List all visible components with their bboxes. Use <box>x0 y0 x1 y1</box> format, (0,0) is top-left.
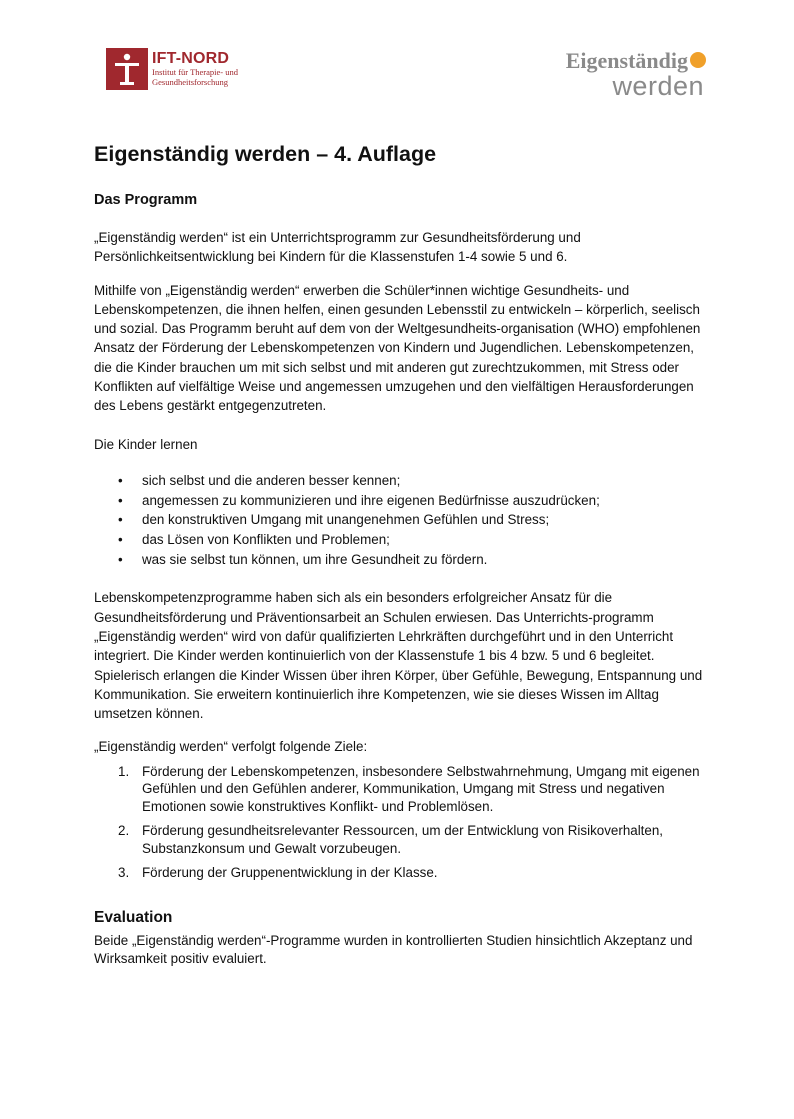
goals-list <box>94 763 706 882</box>
ift-person-icon <box>106 48 148 90</box>
list-item: • das Lösen von Konflikten und Problemen; <box>94 530 706 550</box>
eigenstaendig-werden-logo <box>566 50 706 99</box>
paragraph-kinder-lernen: Die Kinder lernen <box>94 436 198 452</box>
goal-item: 2. Förderung gesundheitsrelevanter Ressourcen, um der Entwicklung von Risikoverhalten, Substanzkonsum und Gewalt vorzubeugen. <box>118 823 664 856</box>
paragraph-ziele-intro: „Eigenständig werden“ verfolgt folgende Ziele: <box>94 738 368 754</box>
bullet-icon: • <box>118 472 123 488</box>
bullet-icon: • <box>118 512 123 528</box>
ift-logo-subtitle-1: Institut für Therapie- und <box>152 67 239 77</box>
ift-logo-subtitle-2: Gesundheitsforschung <box>152 77 229 87</box>
bullet-icon: • <box>118 532 123 548</box>
paragraph-evaluation: Beide „Eigenständig werden“-Programme wurden in kontrollierten Studien hinsichtlich Akzeptanz und Wirksamkeit positiv evaluiert. <box>94 932 693 966</box>
document-body <box>94 140 706 968</box>
program-logo-line2: werden <box>612 71 704 101</box>
list-item: • was sie selbst tun können, um ihre Gesundheit zu fördern. <box>94 550 706 570</box>
learning-list <box>94 471 706 570</box>
bullet-icon: • <box>118 492 123 508</box>
paragraph-kompetenzen: Mithilfe von „Eigenständig werden“ erwerben die Schüler*innen wichtige Gesundheits- und Lebenskompetenzen, die ihnen helfen, einen gesunden Lebensstil zu entwickeln – körperlich, seelisch und sozial. Das Programm beruht auf dem von der Weltgesundheits-organisation (WHO) empfohlenen Ansatz der Förderung der Lebenskompetenzen von Kindern und Jugendlichen. Lebenskompetenzen, die die Kinder brauchen um mit sich selbst und mit anderen gut zurechtzukommen, mit Stress oder Konflikten auf vielfältige Weise und angemessen umzugehen und den vielfältigen Herausforderungen des Lebens gestärkt entgegenzutreten. <box>94 282 701 414</box>
paragraph-programme: Lebenskompetenzprogramme haben sich als ein besonders erfolgreicher Ansatz für die Gesundheitsförderung und Präventionsarbeit an Schulen erwiesen. Das Unterrichts-programm „Eigenständig werden“ wird von dafür qualifizierten Lehrkräften durchgeführt und in den Unterricht integriert. Die Kinder werden kontinuierlich von der Klassenstufe 1 bis 4 bzw. 5 und 6 begleitet. Spielerisch erlangen die Kinder Wissen über ihren Körper, über Gefühle, Bewegung, Entspannung und Kommunikation. Sie erweitern kontinuierlich ihre Kompetenzen, wie sie dieses Wissen im Alltag umsetzen können. <box>94 590 703 722</box>
ift-nord-logo <box>106 48 238 90</box>
goal-item: 3. Förderung der Gruppenentwicklung in der Klasse. <box>118 865 438 881</box>
program-logo-line1: Eigenständig <box>565 48 688 73</box>
page-title: Eigenständig werden – 4. Auflage <box>94 142 437 166</box>
list-item: • den konstruktiven Umgang mit unangenehmen Gefühlen und Stress; <box>94 510 706 530</box>
ift-logo-brand: IFT-NORD <box>152 50 230 67</box>
section-title-evaluation: Evaluation <box>94 908 173 926</box>
section-title-programm: Das Programm <box>94 192 198 208</box>
paragraph-intro: „Eigenständig werden“ ist ein Unterrichtsprogramm zur Gesundheitsförderung und Persönlichkeitsentwicklung bei Kindern für die Klassenstufen 1-4 sowie 5 und 6. <box>94 230 581 265</box>
goal-item: 1. Förderung der Lebenskompetenzen, insbesondere Selbstwahrnehmung, Umgang mit eigenen Gefühlen und den Gefühlen anderer, Kommunikation, Umgang mit Stress und negativen Emotionen sowie konstruktives Konflikt- und Problemlösen. <box>118 763 700 814</box>
list-item: • sich selbst und die anderen besser kennen; <box>94 471 706 491</box>
bullet-icon: • <box>118 551 123 567</box>
list-item: • angemessen zu kommunizieren und ihre eigenen Bedürfnisse auszudrücken; <box>94 491 706 511</box>
orange-dot-icon <box>690 52 706 68</box>
